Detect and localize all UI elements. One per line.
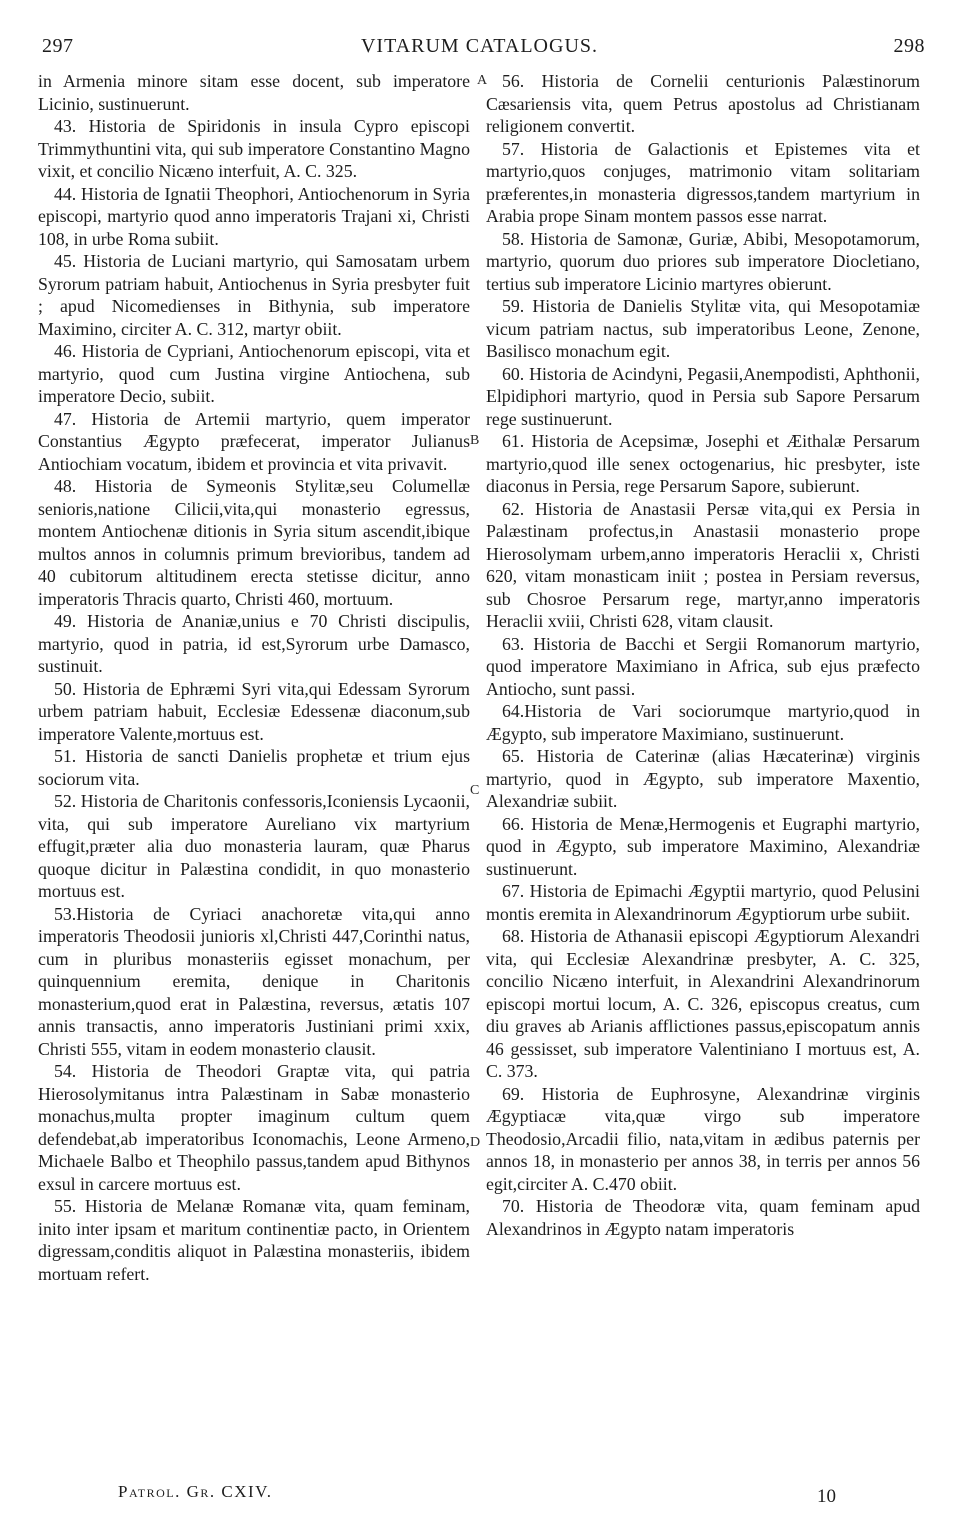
left-column bbox=[38, 70, 470, 1285]
entry-46: 46. Historia de Cypriani, Antiochenorum episcopi, vita et martyrio, quod cum Justina virgine Antiochena, sub imperatore Decio, subiit. bbox=[38, 341, 470, 406]
running-title: VITARUM CATALOGUS. bbox=[360, 35, 599, 57]
entry-45: 45. Historia de Luciani martyrio, qui Samosatam urbem Syrorum patriam habuit, Antiochenus in Syria presbyter fuit ; apud Nicomedienses in Bithynia, sub imperatore Maximino, circiter A. C. 312, martyr obiit. bbox=[38, 251, 470, 339]
section-marker-a: A bbox=[477, 73, 488, 88]
entry-42-continued: in Armenia minore sitam esse docent, sub imperatore Licinio, sustinuerunt. bbox=[38, 71, 470, 114]
entry-52: 52. Historia de Charitonis confessoris,Iconiensis Lycaonii, vita, qui sub imperatore Aureliano vix martyrium effugit,præter alia duo monasteria lauram, quæ Pharus quoque dicitur in Palæstina condidit, in quo monasterio mortuus est. bbox=[38, 791, 470, 901]
entry-48: 48. Historia de Symeonis Stylitæ,seu Columellæ senioris,natione Cilicii,vita,qui monasterio egressus, montem Antiochenæ ditionis in Syria situm ascendit,ibique multos annos in columnis primum brevioribus, tandem ad 40 cubitorum altitudinem erecta stetisse dicitur, anno imperatoris Thracis quarto, Christi 460, mortuum. bbox=[38, 476, 470, 609]
section-marker-b: B bbox=[470, 433, 480, 448]
entry-70: 70. Historia de Theodoræ vita, quam feminam apud Alexandrinos in Ægypto natam imperatoris bbox=[486, 1196, 920, 1239]
entry-68: 68. Historia de Athanasii episcopi Ægyptiorum Alexandri vita, qui Ecclesiæ Alexandrinæ presbyter, A. C. 325, concilio Nicæno interfuit, in Alexandrini Alexandrinorum episcopi mortui locum, A. C. 326, episcopus creatus, cum diu graves ab Arianis afflictiones passus,episcopatum annis 46 gessisset, sub imperatore Valentiniano I mortuus est, A. C. 373. bbox=[486, 926, 920, 1081]
entry-62: 62. Historia de Anastasii Persæ vita,qui ex Persia in Palæstinam profectus,in Anastasii monasterio prope Hierosolymam urbem,anno imperatoris Heraclii x, Christi 620, vitam monasticam iniit ; postea in Persiam reversus, sub Chosroe Persarum rege, martyr,anno imperatoris Heraclii xviii, Christi 628, vitam clausit. bbox=[486, 498, 920, 631]
page-number-left: 297 bbox=[42, 35, 74, 57]
entry-63: 63. Historia de Bacchi et Sergii Romanorum martyrio, quod imperatore Maximiano in Africa, sub ejus præfecto Antiocho, sunt passi. bbox=[486, 633, 920, 699]
entry-57: 57. Historia de Galactionis et Epistemes vita et martyrio,quos conjuges, matrimonio vitam solitariam præferentes,in monasteria digressos,tandem martyrium in Arabia prope Sinam montem passos esse narrat. bbox=[486, 138, 920, 226]
entry-54: 54. Historia de Theodori Graptæ vita, qui patria Hierosolymitanus intra Palæstinam in Sabæ monasterio monachus,multa propter imaginum cultum quem defendebat,ab imperatoribus Iconomachis, Leone Armeno, Michaele Balbo et Theophilo passus,tandem apud Bithynos exsul in carcere mortuus est. bbox=[38, 1061, 470, 1194]
entry-43: 43. Historia de Spiridonis in insula Cypro episcopi Trimmythuntini vita, qui sub imperatore Constantino Magno vixit, et concilio Nicæno interfuit, A. C. 325. bbox=[38, 116, 470, 181]
entry-55: 55. Historia de Melanæ Romanæ vita, quam feminam, inito inter ipsam et maritum continentiæ pacto, in Orientem digressam,conditis aliquot in Palæstina monasteriis, ibidem mortuam refert. bbox=[38, 1196, 470, 1284]
section-marker-c: C bbox=[470, 783, 480, 798]
right-column bbox=[486, 70, 920, 1240]
entry-67: 67. Historia de Epimachi Ægyptii martyrio, quod Pelusini montis eremita in Alexandrinorum Ægyptiorum urbe subiit. bbox=[486, 881, 920, 924]
page-number-right: 298 bbox=[893, 35, 925, 57]
footer-signature: Patrol. Gr. CXIV. bbox=[118, 1482, 273, 1501]
section-marker-d: D bbox=[470, 1135, 481, 1150]
entry-64: 64.Historia de Vari sociorumque martyrio,quod in Ægypto, sub imperatore Maximiano, sustinuerunt. bbox=[486, 701, 920, 744]
entry-44: 44. Historia de Ignatii Theophori, Antiochenorum in Syria episcopi, martyrio quod anno imperatoris Trajani xi, Christi 108, in urbe Roma subiit. bbox=[38, 183, 470, 249]
entry-69: 69. Historia de Euphrosyne, Alexandrinæ virginis Ægyptiacæ vita,quæ virgo sub imperatore Theodosio,Arcadii filio, nata,vitam in ædibus paternis per annos 18, in monasterio per annos 38, in terris per annos 56 egit,circiter A. C.470 obiit. bbox=[486, 1083, 920, 1194]
entry-60: 60. Historia de Acindyni, Pegasii,Anempodisti, Aphthonii, Elpidiphori martyrio, quod in Persia sub Sapore Persarum rege sustinuerunt. bbox=[486, 363, 920, 429]
entry-58: 58. Historia de Samonæ, Guriæ, Abibi, Mesopotamorum, martyrio, quorum duo priores sub imperatore Diocletiano, tertius sub imperatore Licinio martyres obierunt. bbox=[486, 228, 920, 294]
entry-66: 66. Historia de Menæ,Hermogenis et Eugraphi martyrio, quod in Ægypto, sub imperatore Maximino, Alexandriæ sustinuerunt. bbox=[486, 813, 920, 879]
entry-53: 53.Historia de Cyriaci anachoretæ vita,qui anno imperatoris Theodosii junioris xl,Christi 447,Corinthi natus, cum in pluribus monasteriis egisset monachum, per quinquennium eremita, denique in Charitonis monasterium,quod erat in Palæstina, reversus, ætatis 107 annis transactis, anno imperatoris Justiniani primi xxix, Christi 555, vitam in eodem monasterio clausit. bbox=[38, 903, 470, 1059]
sheet-number: 10 bbox=[817, 1486, 836, 1507]
entry-51: 51. Historia de sancti Danielis prophetæ et trium ejus sociorum vita. bbox=[38, 746, 470, 789]
entry-59: 59. Historia de Danielis Stylitæ vita, qui Mesopotamiæ vicum patriam nactus, sub imperatoribus Leone, Zenone, Basilisco monachum egit. bbox=[486, 296, 920, 361]
entry-49: 49. Historia de Ananiæ,unius e 70 Christi discipulis, martyrio, quod in patria, id est,Syrorum urbe Damasco, sustinuit. bbox=[38, 611, 470, 676]
entry-47: 47. Historia de Artemii martyrio, quem imperator Constantius Ægypto præfecerat, imperator Julianus Antiochiam vocatum, ibidem et provincia et vita privavit. bbox=[38, 408, 470, 474]
entry-56: 56. Historia de Cornelii centurionis Palæstinorum Cæsariensis vita, quem Petrus apostolus ad Christianam religionem convertit. bbox=[486, 71, 920, 136]
entry-50: 50. Historia de Ephræmi Syri vita,qui Edessam Syrorum urbem patriam habuit, Ecclesiæ Edessenæ diaconum,sub imperatore Valente,mortuus est. bbox=[38, 678, 470, 744]
entry-61: 61. Historia de Acepsimæ, Josephi et Æithalæ Persarum martyrio,quod ille senex octogenarius, hic presbyter, iste diaconus in Persia, rege Persarum Sapore, subierunt. bbox=[486, 431, 920, 496]
entry-65: 65. Historia de Caterinæ (alias Hæcaterinæ) virginis martyrio, quod in Ægypto, sub imperatore Maxentio, Alexandriæ subiit. bbox=[486, 746, 920, 811]
